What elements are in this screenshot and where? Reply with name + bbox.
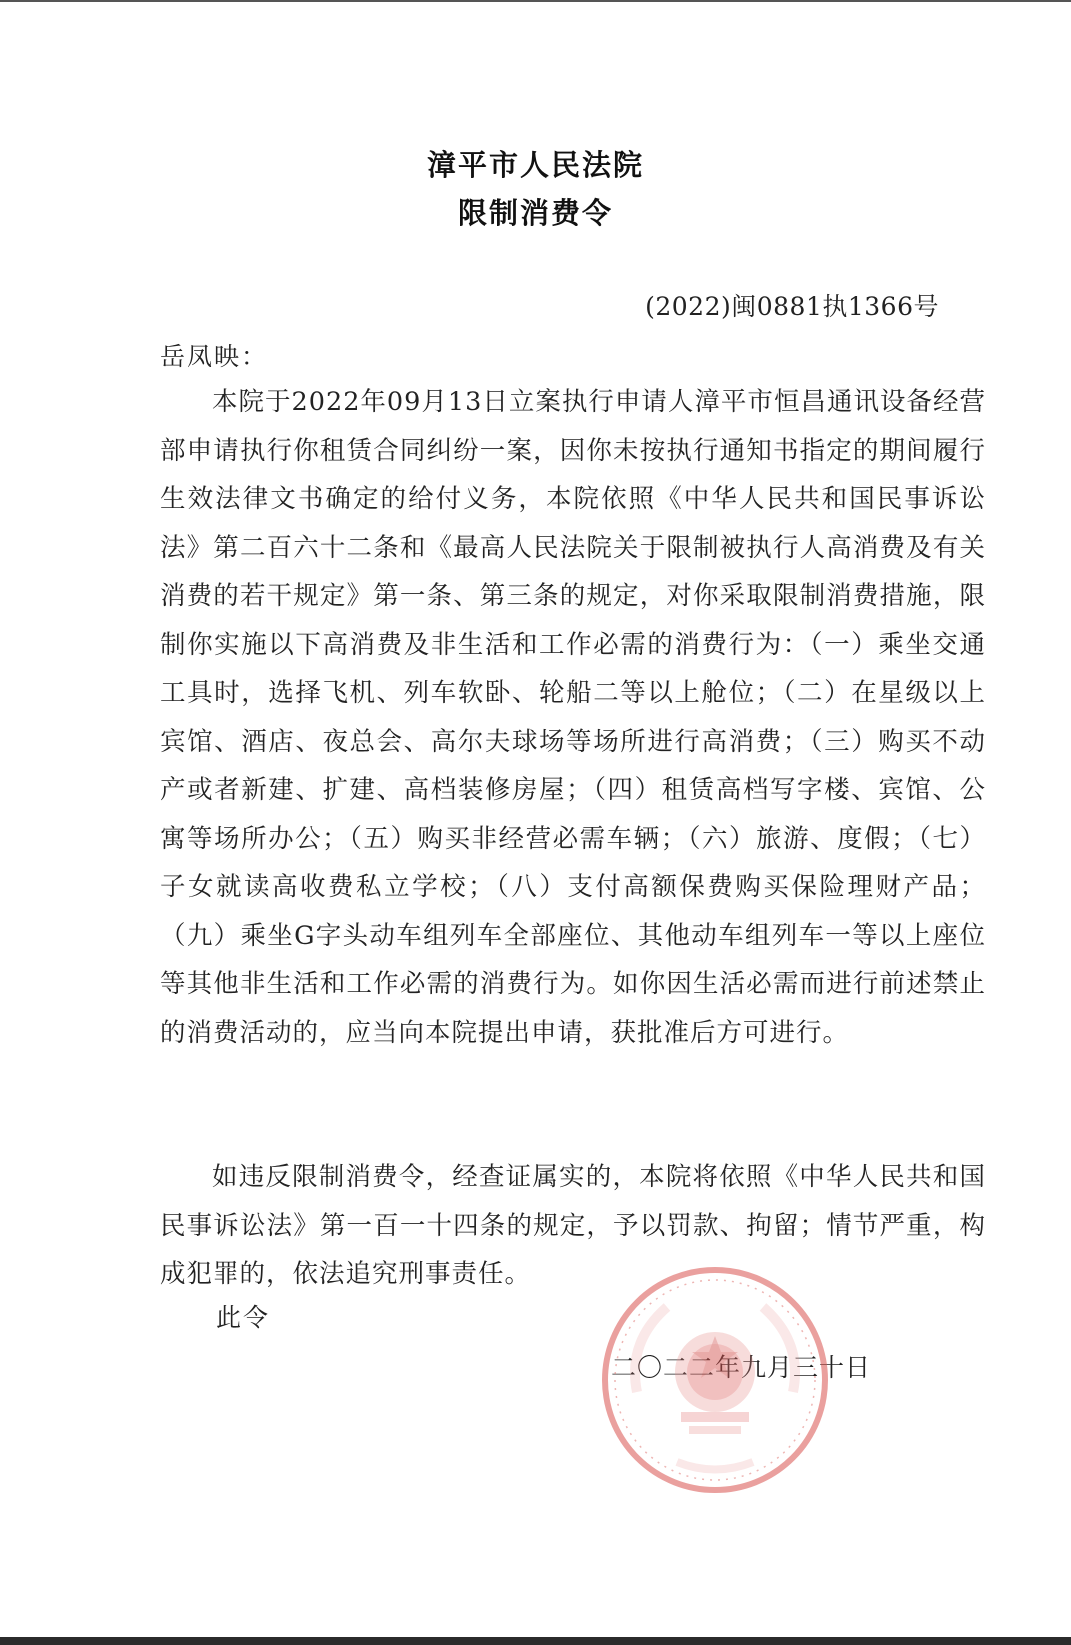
closing-phrase: 此令 <box>216 1303 271 1332</box>
case-number: (2022)闽0881执1366号 <box>645 292 939 321</box>
court-name-heading: 漳平市人民法院 <box>426 148 644 182</box>
issue-date: 二〇二二年九月三十日 <box>610 1353 871 1382</box>
top-border <box>0 0 1071 2</box>
order-title-heading: 限制消费令 <box>457 196 613 230</box>
bottom-border <box>0 1637 1071 1645</box>
order-paragraph-main: 本院于2022年09月13日立案执行申请人漳平市恒昌通讯设备经营部申请执行你租赁合同纠纷一案，因你未按执行通知书指定的期间履行生效法律文书确定的给付义务，本院依照《中华人民共和国民事诉讼法》第二百六十二条和《最高人民法院关于限制被执行人高消费及有关消费的若干规定》第一条、第三条的规定，对你采取限制消费措施，限制你实施以下高消费及非生活和工作必需的消费行为：（一）乘坐交通工具时，选择飞机、列车软卧、轮船二等以上舱位；（二）在星级以上宾馆、酒店、夜总会、高尔夫球场等场所进行高消费；（三）购买不动产或者新建、扩建、高档装修房屋；（四）租赁高档写字楼、宾馆、公寓等场所办公；（五）购买非经营必需车辆；（六）旅游、度假；（七）子女就读高收费私立学校；（八）支付高额保费购买保险理财产品；（九）乘坐G字头动车组列车全部座位、其他动车组列车一等以上座位等其他非生活和工作必需的消费行为。如你因生活必需而进行前述禁止的消费活动的，应当向本院提出申请，获批准后方可进行。 <box>160 387 986 1048</box>
order-paragraph-penalty: 如违反限制消费令，经查证属实的，本院将依照《中华人民共和国民事诉讼法》第一百一十四条的规定，予以罚款、拘留；情节严重，构成犯罪的，依法追究刑事责任。 <box>160 1162 986 1289</box>
recipient-name: 岳凤映： <box>160 342 269 371</box>
